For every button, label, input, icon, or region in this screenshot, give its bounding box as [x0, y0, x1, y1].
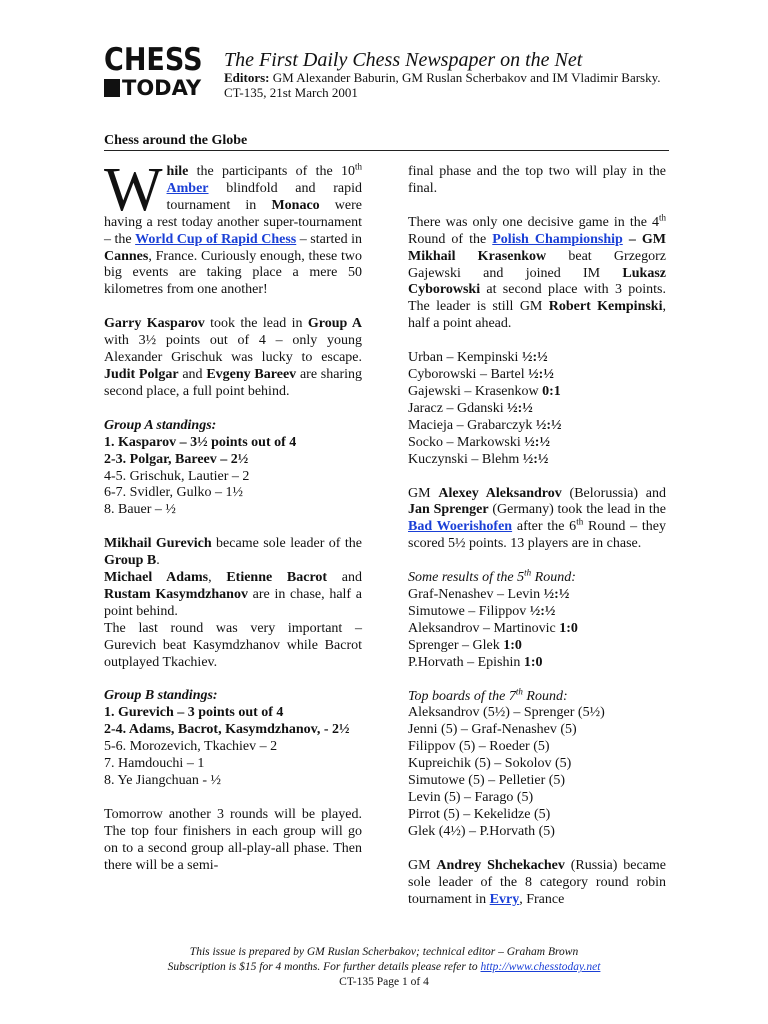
board-row: Jenni (5) – Graf-Nenashev (5)	[408, 722, 577, 738]
group-a-standing: 1. Kasparov – 3½ points out of 4	[104, 434, 297, 450]
footer-subscription: Subscription is $15 for 4 months. For further details please refer to http://www.chesstoday.net	[167, 961, 601, 973]
issue-line: CT-135, 21st March 2001	[224, 85, 358, 100]
board-row: Glek (4½) – P.Horvath (5)	[408, 823, 555, 839]
board-row: Pirrot (5) – Kekelidze (5)	[408, 806, 551, 822]
result-row: P.Horvath – Epishin 1:0	[408, 654, 543, 670]
result-row: Simutowe – Filippov ½:½	[408, 603, 556, 619]
group-b-standing: 1. Gurevich – 3 points out of 4	[104, 705, 284, 721]
result-row: Macieja – Grabarczyk ½:½	[408, 417, 562, 433]
column-right	[408, 164, 666, 908]
result-row: Cyborowski – Bartel ½:½	[408, 367, 554, 383]
group-a-title: Group A standings:	[104, 417, 217, 433]
board-row: Aleksandrov (5½) – Sprenger (5½)	[408, 705, 605, 721]
group-b-title: Group B standings:	[104, 688, 218, 704]
result-row: Urban – Kempinski ½:½	[408, 350, 548, 366]
logo-bottom-text: TODAY	[122, 76, 202, 100]
round7-boards-list	[408, 705, 666, 840]
paragraph-polish: There was only one decisive game in the 4th Round of the Polish Championship – GM Mikhail Krasenkow beat Grzegorz Gajewski and joined IM Lukasz Cyborowski at second place with 3 points. The leader is still GM Robert Kempinski, half a point ahead.	[408, 212, 666, 332]
group-a-standing: 2-3. Polgar, Bareev – 2½	[104, 451, 249, 467]
footer-credit: This issue is prepared by GM Ruslan Scherbakov; technical editor – Graham Brown	[189, 946, 579, 958]
result-row: Kuczynski – Blehm ½:½	[408, 451, 549, 467]
evry-link[interactable]: Evry	[489, 891, 520, 907]
group-b-standing: 5-6. Morozevich, Tkachiev – 2	[104, 739, 278, 755]
group-a-standing: 6-7. Svidler, Gulko – 1½	[104, 485, 244, 501]
board-row: Filippov (5) – Roeder (5)	[408, 739, 550, 755]
column-left	[104, 156, 363, 875]
round5-results-list	[408, 587, 666, 672]
group-a-standing: 4-5. Grischuk, Lautier – 2	[104, 468, 250, 484]
board-row: Kupreichik (5) – Sokolov (5)	[408, 756, 572, 772]
group-b-standing: 8. Ye Jiangchuan - ½	[104, 773, 222, 788]
result-row: Gajewski – Krasenkow 0:1	[408, 383, 561, 399]
bad-woerishofen-link[interactable]: Bad Woerishofen	[408, 519, 513, 535]
paragraph-intro: While the participants of the 10th Amber blindfold and rapid tournament in Monaco were having a rest today another super-tournament – the World Cup of Rapid Chess – started in Cannes, France. Curiously enough, these two big events are taking place a mere 50 kilometres from one another!	[104, 156, 363, 298]
round5-title: Some results of the 5th Round:	[408, 567, 576, 586]
result-row: Socko – Markowski ½:½	[408, 434, 550, 450]
world-cup-link[interactable]: World Cup of Rapid Chess	[135, 231, 297, 247]
polish-championship-link[interactable]: Polish Championship	[492, 231, 623, 247]
logo-top-text: CHESS	[104, 42, 203, 79]
section-title: Chess around the Globe	[104, 133, 248, 148]
group-b-standing: 2-4. Adams, Bacrot, Kasymdzhanov, - 2½	[104, 722, 350, 738]
chess-today-logo	[104, 42, 214, 102]
paragraph-kasparov: Garry Kasparov took the lead in Group A with 3½ points out of 4 – only young Alexander Grischuk was lucky to escape. Judit Polgar and Evgeny Bareev are sharing second place, a full point behind.	[104, 316, 363, 399]
result-row: Graf-Nenashev – Levin ½:½	[408, 587, 570, 603]
amber-link[interactable]: Amber	[166, 180, 209, 196]
page-number: CT-135 Page 1 of 4	[339, 976, 429, 988]
editors-line: Editors: GM Alexander Baburin, GM Ruslan Scherbakov and IM Vladimir Barsky.	[224, 70, 661, 85]
result-row: Aleksandrov – Martinovic 1:0	[408, 620, 578, 636]
board-row: Levin (5) – Farago (5)	[408, 790, 534, 805]
group-b-standing: 7. Hamdouchi – 1	[104, 756, 205, 772]
group-a-standing: 8. Bauer – ½	[104, 502, 176, 518]
polish-results-list	[408, 350, 666, 468]
divider	[104, 150, 669, 151]
paragraph-evry: GM Andrey Shchekachev (Russia) became sole leader of the 8 category round robin tournament in Evry, France	[408, 857, 666, 907]
chesstoday-link[interactable]: http://www.chesstoday.net	[480, 961, 601, 973]
paragraph-bad-woerishofen: GM Alexey Aleksandrov (Belorussia) and Jan Sprenger (Germany) took the lead in the Bad Woerishofen after the 6th Round – they scored 5½ points. 13 players are in chase.	[408, 485, 667, 552]
logo-block-icon	[104, 79, 120, 97]
board-row: Simutowe (5) – Pelletier (5)	[408, 773, 566, 789]
drop-cap: W	[104, 156, 163, 224]
headline: The First Daily Chess Newspaper on the Net	[224, 49, 583, 71]
paragraph-gurevich: Mikhail Gurevich became sole leader of the Group B. Michael Adams, Etienne Bacrot and Rustam Kasymdzhanov are in chase, half a point behind. The last round was very important – Gurevich beat Kasymdzhanov while Bacrot outplayed Tkachiev.	[104, 536, 362, 670]
result-row: Sprenger – Glek 1:0	[408, 637, 522, 653]
paragraph-tomorrow: Tomorrow another 3 rounds will be played. The top four finishers in each group will go on to a second group all-play-all phase. Then there will be a semi-	[104, 806, 362, 873]
round7-title: Top boards of the 7th Round:	[408, 685, 568, 704]
result-row: Jaracz – Gdanski ½:½	[408, 400, 533, 416]
paragraph-final: final phase and the top two will play in the final.	[408, 164, 666, 196]
